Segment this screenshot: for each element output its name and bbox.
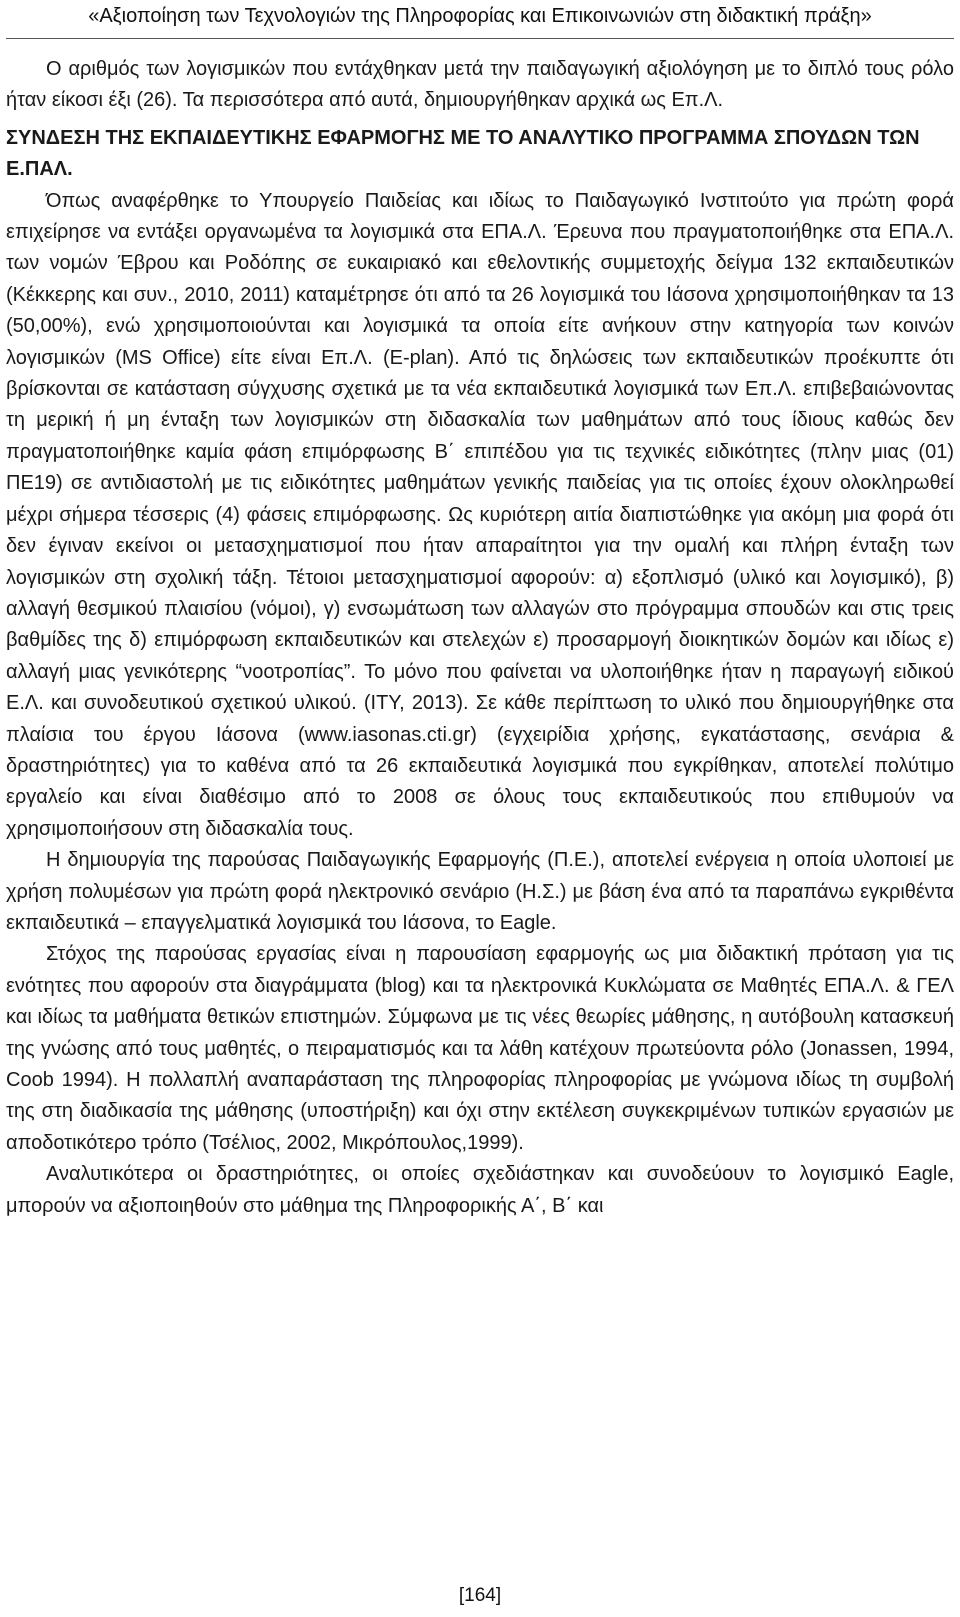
paragraph-4: Στόχος της παρούσας εργασίας είναι η παρουσίαση εφαρμογής ως μια διδακτική πρόταση για τις ενότητες που αφορούν στα διαγράμματα (blog) και τα ηλεκτρονικά Κυκλώματα σε Μαθητές ΕΠΑ.Λ. & ΓΕΛ και ιδίως τα μαθήματα θετικών επιστημών. Σύμφωνα με τις νέες θεωρίες μάθησης, η αυτόβουλη κατασκευή της γνώσης από τους μαθητές, ο πειραματισμός και τα λάθη κατέχουν πρωτεύοντα ρόλο (Jonassen, 1994, Coob 1994). Η πολλαπλή αναπαράσταση της πληροφορίας πληροφορίας με γνώμονα ιδίως τη συμβολή της στη διαδικασία της μάθησης (υποστήριξη) και όχι στην εκτέλεση συγκεκριμένων τυπικών εργασιών με αποδοτικότερο τρόπο (Τσέλιος, 2002, Μικρόπουλος,1999). xyxy=(6,943,954,1154)
header-divider xyxy=(6,38,954,39)
paragraph-3: Η δημιουργία της παρούσας Παιδαγωγικής Εφαρμογής (Π.Ε.), αποτελεί ενέργεια η οποία υλοποιεί με χρήση πολυμέσων για πρώτη φορά ηλεκτρονικό σενάριο (Η.Σ.) με βάση ένα από τα παραπάνω εγκριθέντα εκπαιδευτικά – επαγγελματικά λογισμικά του Ιάσονα, το Eagle. xyxy=(6,849,954,934)
paragraph-5: Αναλυτικότερα οι δραστηριότητες, οι οποίες σχεδιάστηκαν και συνοδεύουν το λογισμικό Eagle, μπορούν να αξιοποιηθούν στο μάθημα της Πληροφορικής Α΄, Β΄ και xyxy=(6,1163,954,1217)
paragraph-1: Ο αριθμός των λογισμικών που εντάχθηκαν μετά την παιδαγωγική αξιολόγηση με το διπλό τους ρόλο ήταν είκοσι έξι (26). Τα περισσότερα από αυτά, δημιουργήθηκαν αρχικά ως Επ.Λ. xyxy=(6,58,954,112)
page-number: [164] xyxy=(458,1585,502,1606)
page-body xyxy=(6,54,954,1222)
paragraph-2: Όπως αναφέρθηκε το Υπουργείο Παιδείας και ιδίως το Παιδαγωγικό Ινστιτούτο για πρώτη φορά επιχείρησε να εντάξει οργανωμένα τα λογισμικά στα ΕΠΑ.Λ. Έρευνα που πραγματοποιήθηκε στα ΕΠΑ.Λ. των νομών Έβρου και Ροδόπης σε ευκαιριακό και εθελοντικής συμμετοχής δείγμα 132 εκπαιδευτικών (Κέκκερης και συν., 2010, 2011) καταμέτρησε ότι από τα 26 λογισμικά του Ιάσονα χρησιμοποιήθηκαν τα 13 (50,00%), ενώ χρησιμοποιούνται και λογισμικά τα οποία είτε ανήκουν στην κατηγορία των κοινών λογισμικών (MS Office) είτε είναι Επ.Λ. (E-plan). Από τις δηλώσεις των εκπαιδευτικών προέκυπτε ότι βρίσκονται σε κατάσταση σύγχυσης σχετικά με τα νέα εκπαιδευτικά λογισμικά των Επ.Λ. επιβεβαιώνοντας τη μερική ή μη ένταξη των λογισμικών στη διδασκαλία των μαθημάτων από τους ίδιους καθώς δεν πραγματοποιήθηκε καμία φάση επιμόρφωσης Β΄ επιπέδου για τις τεχνικές ειδικότητες (πλην μιας (01) ΠΕ19) σε αντιδιαστολή με τις ειδικότητες μαθημάτων γενικής παιδείας για τις οποίες έχουν ολοκληρωθεί μέχρι σήμερα τέσσερις (4) φάσεις επιμόρφωσης. Ως κυριότερη αιτία διαπιστώθηκε για ακόμη μια φορά ότι δεν έγιναν εκείνοι οι μετασχηματισμοί που ήταν απαραίτητοι για την ομαλή και πλήρη ένταξη των λογισμικών στη σχολική τάξη. Τέτοιοι μετασχηματισμοί αφορούν: α) εξοπλισμό (υλικό και λογισμικό), β) αλλαγή θεσμικού πλαισίου (νόμοι), γ) ενσωμάτωση των αλλαγών στο πρόγραμμα σπουδών και στις τρεις βαθμίδες της δ) επιμόρφωση εκπαιδευτικών και στελεχών ε) προσαρμογή διοικητικών δομών και ιδίως ε) αλλαγή μιας γενικότερης “νοοτροπίας”. Το μόνο που φαίνεται να υλοποιήθηκε ήταν η παραγωγή ειδικού Ε.Λ. και συνοδευτικού σχετικού υλικού. (ΙΤΥ, 2013). Σε κάθε περίπτωση το υλικό που δημιουργήθηκε στα πλαίσια του έργου Ιάσονα (www.iasonas.cti.gr) (εγχειρίδια χρήσης, εγκατάστασης, σενάρια & δραστηριότητες) για το καθένα από τα 26 εκπαιδευτικά λογισμικά που εγκρίθηκαν, αποτελεί πολύτιμο εργαλείο και είναι διαθέσιμο από το 2008 σε όλους τους εκπαιδευτικούς που επιθυμούν να χρησιμοποιήσουν στη διδασκαλία τους. xyxy=(6,189,954,840)
section-heading: ΣΥΝΔΕΣΗ ΤΗΣ ΕΚΠΑΙΔΕΥΤΙΚΗΣ ΕΦΑΡΜΟΓΗΣ ΜΕ ΤΟ ΑΝΑΛΥΤΙΚΟ ΠΡΟΓΡΑΜΜΑ ΣΠΟΥΔΩΝ ΤΩΝ Ε.ΠΑΛ. xyxy=(6,126,920,181)
running-header-title: «Αξιοποίηση των Τεχνολογιών της Πληροφορίας και Επικοινωνιών στη διδακτική πράξη» xyxy=(88,5,872,27)
